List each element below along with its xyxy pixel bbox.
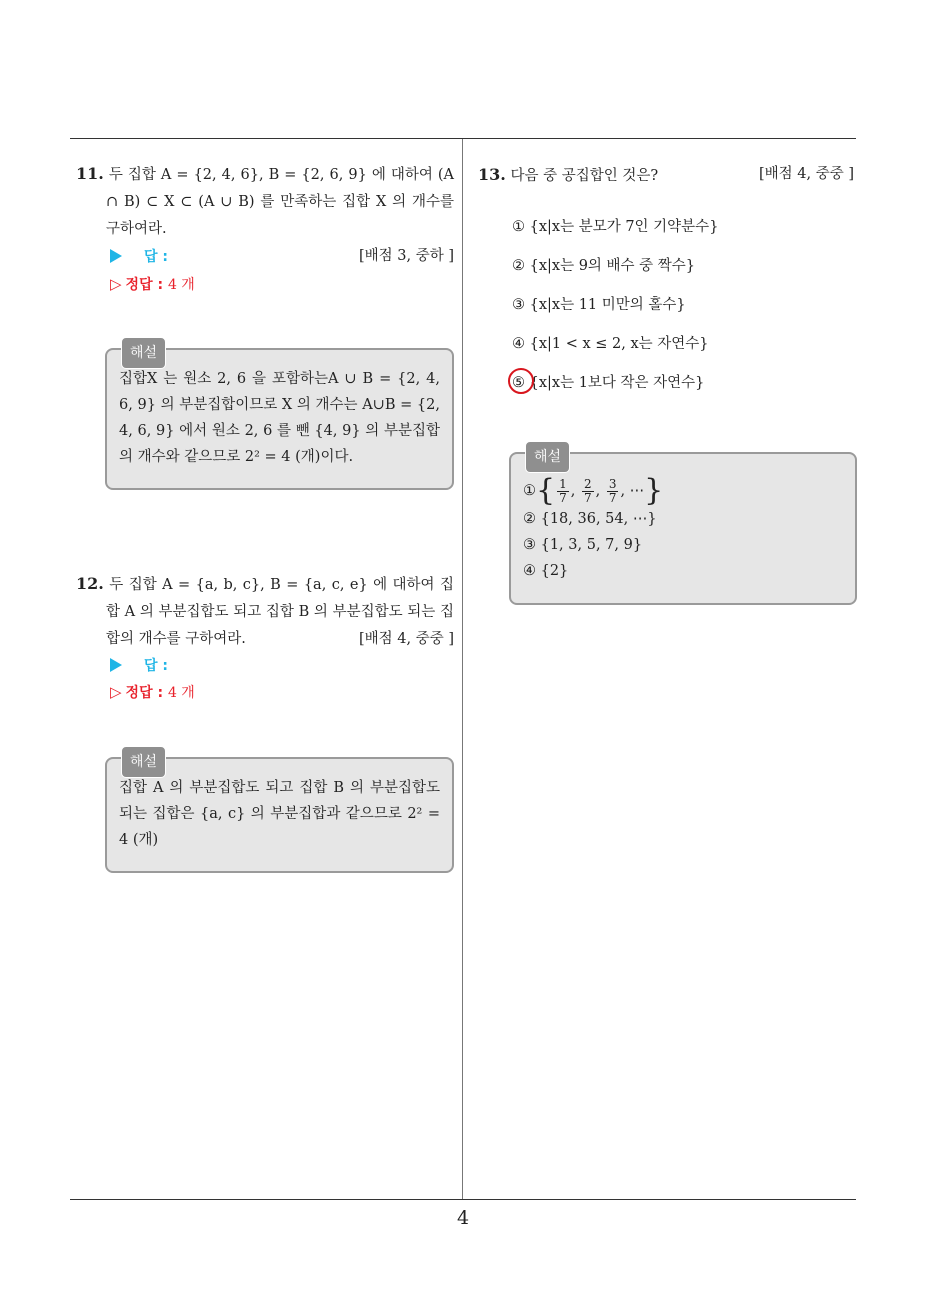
- explanation-text: 집합 A 의 부분집합도 되고 집합 B 의 부분집합도 되는 집합은 {a, c} 의 부분집합과 같으므로 2² = 4 (개): [119, 780, 440, 848]
- selected-answer-circle-icon: [508, 368, 534, 394]
- triangle-outline-icon: ▷: [110, 683, 122, 701]
- fraction: $\frac{2}{7}$: [583, 476, 592, 505]
- option-5[interactable]: ⑤ {x|x는 1보다 작은 자연수}: [512, 375, 705, 391]
- question-text: 두 집합 A = {2, 4, 6}, B = {2, 6, 9} 에 대하여 (A ∩ B) ⊂ X ⊂ (A ∪ B) 를 만족하는 집합 X 의 개수를 구하여라.: [106, 167, 455, 237]
- question-text: 다음 중 공집합인 것은?: [510, 168, 659, 184]
- explanation-tag: 해설: [121, 746, 166, 778]
- explanation-text: 집합X 는 원소 2, 6 을 포함하는A ∪ B = {2, 4, 6, 9} 의 부분집합이므로 X 의 개수는 A∪B = {2, 4, 6, 9} 에서 원소 2, 6 를 뺀 {4, 9} 의 부분집합의 개수와 같으므로 2² = 4 (개)이다.: [119, 371, 440, 465]
- fraction: $\frac{3}{7}$: [608, 476, 617, 505]
- explanation-box: [105, 345, 454, 490]
- answer-label: 답 :: [144, 249, 168, 265]
- bottom-rule: [70, 1199, 856, 1200]
- correct-answer-row: [110, 274, 195, 294]
- score-label: [배점 3, 중하 ]: [358, 248, 454, 264]
- option-3[interactable]: ③ {x|x는 11 미만의 홀수}: [512, 297, 686, 313]
- answer-row: [110, 246, 168, 266]
- score-label: [배점 4, 중중 ]: [758, 166, 854, 182]
- score-label: [배점 4, 중중 ]: [358, 631, 454, 647]
- correct-answer-row: [110, 682, 195, 702]
- top-rule: [70, 138, 856, 139]
- triangle-outline-icon: ▷: [110, 275, 122, 293]
- question-number: 13.: [478, 165, 506, 184]
- question-text: 두 집합 A = {a, b, c}, B = {a, c, e} 에 대하여 집합 A 의 부분집합도 되고 집합 B 의 부분집합도 되는 집합의 개수를 구하여라.: [106, 577, 454, 647]
- explanation-tag: 해설: [121, 337, 166, 369]
- play-icon: [110, 249, 122, 263]
- play-icon: [110, 658, 122, 672]
- correct-label: 정답 :: [125, 277, 164, 293]
- explanation-box: [509, 449, 857, 605]
- column-divider: [462, 139, 463, 1199]
- answer-row: [110, 655, 168, 675]
- option-2[interactable]: ② {x|x는 9의 배수 중 짝수}: [512, 258, 696, 274]
- question-number: 12.: [76, 574, 104, 593]
- correct-value: 4 개: [167, 685, 195, 701]
- answer-label: 답 :: [144, 658, 168, 674]
- option-1[interactable]: ① {x|x는 분모가 7인 기약분수}: [512, 219, 719, 235]
- question-12: [76, 570, 454, 653]
- explanation-box: [105, 754, 454, 873]
- correct-value: 4 개: [167, 277, 195, 293]
- question-number: 11.: [76, 164, 104, 183]
- fraction: $\frac{1}{7}$: [559, 476, 567, 505]
- explanation-tag: 해설: [525, 441, 570, 473]
- explanation-line-4: ④ {2}: [523, 563, 569, 579]
- explanation-line-2: ② {18, 36, 54, ⋯}: [523, 511, 657, 527]
- option-4[interactable]: ④ {x|1 < x ≤ 2, x는 자연수}: [512, 336, 709, 352]
- explanation-line-3: ③ {1, 3, 5, 7, 9}: [523, 537, 643, 553]
- explanation-line-1: ①{ $\frac{1}{7}$ , $\frac{2}{7}$ , $\frac{3}{7}$ , ⋯}: [523, 473, 664, 508]
- question-13: [478, 161, 854, 190]
- page-number: 4: [456, 1207, 470, 1229]
- correct-label: 정답 :: [125, 685, 164, 701]
